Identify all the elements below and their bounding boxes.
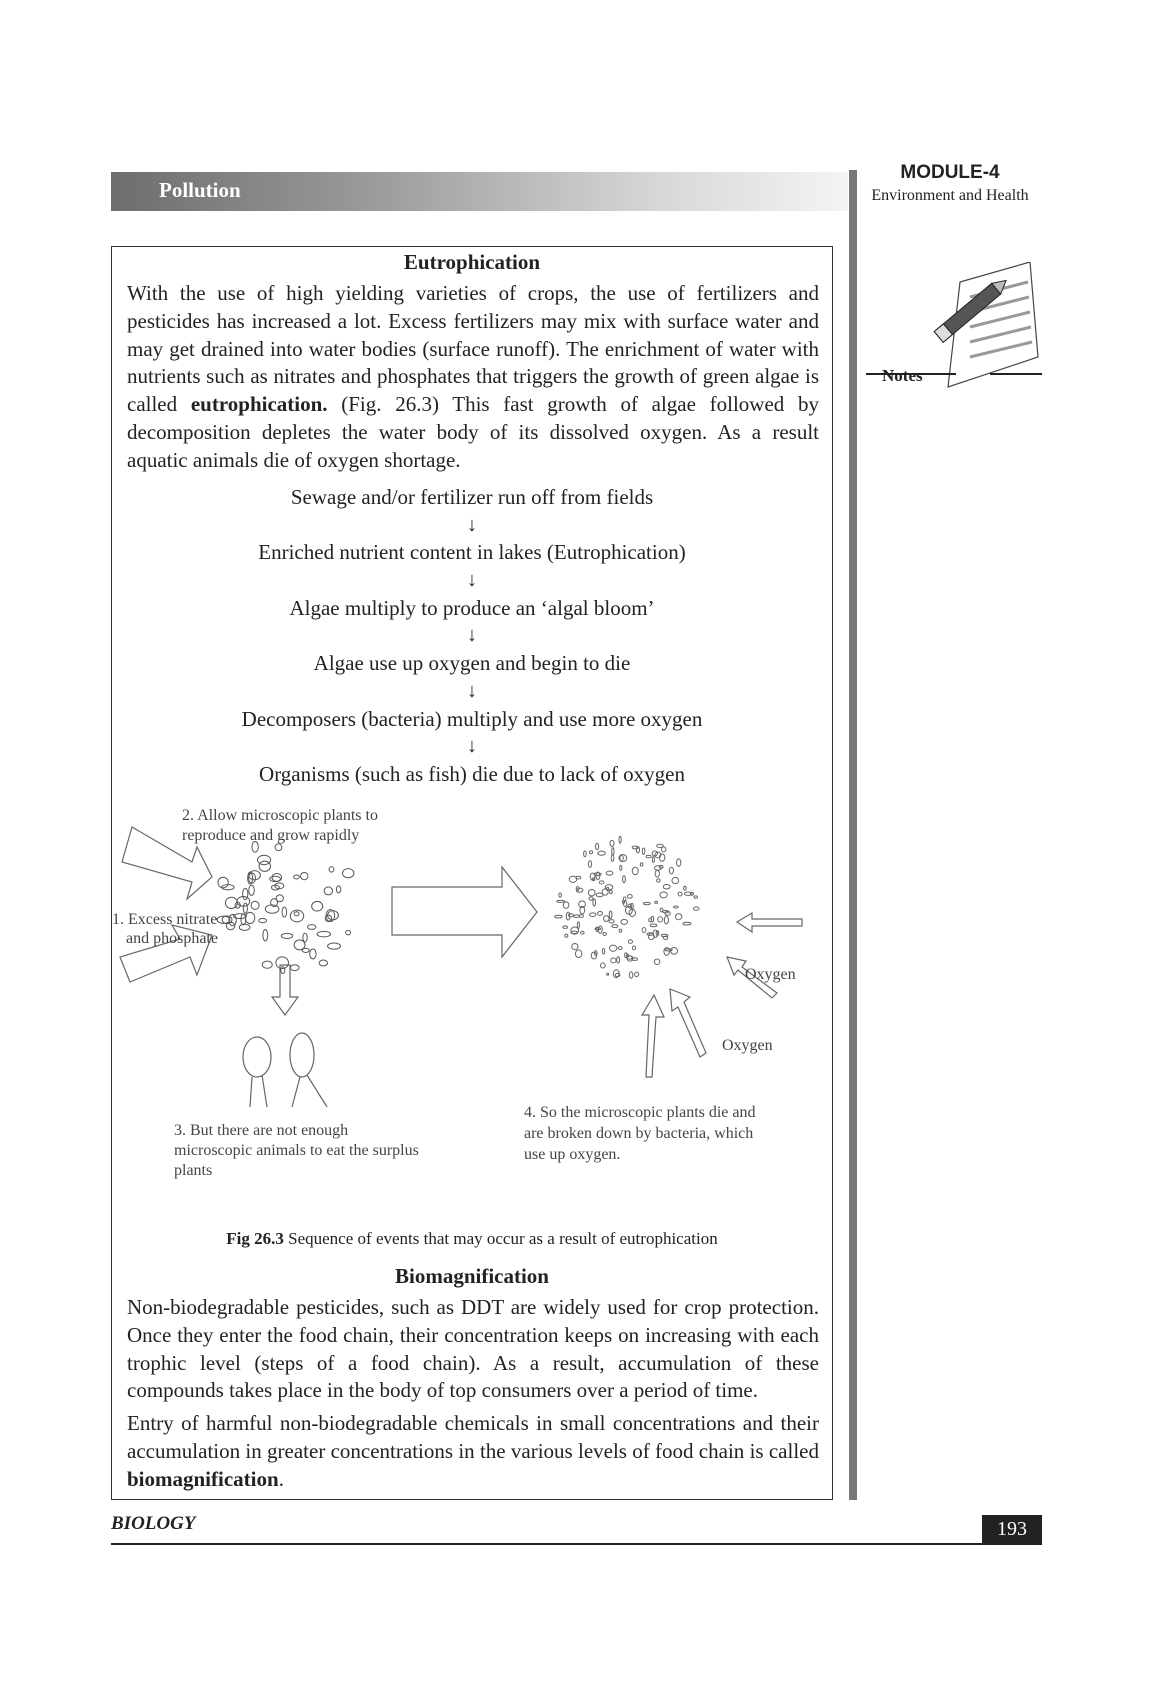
algae-cell [678,892,682,896]
algae-cell [251,901,259,909]
algae-cell [281,933,292,938]
algae-cell [669,867,673,873]
algae-cell [651,916,654,922]
algae-cell [576,888,583,892]
flow-step: Decomposers (bacteria) multiply and use more oxygen [241,706,703,731]
algae-cell [627,895,632,899]
algae-cell [239,924,250,930]
algae-cell [572,943,578,949]
algae-cell [290,965,299,971]
algae-cell [635,972,639,976]
eutrophication-paragraph [127,280,819,475]
flow-step: Algae use up oxygen and begin to die [313,651,631,676]
algae-cell [660,908,663,912]
notes-label: Notes [882,366,923,385]
algae-cell [571,931,578,934]
algae-cell [241,914,246,925]
algae-cell [602,948,604,954]
algae-cell [655,870,659,877]
algae-cell [623,876,626,883]
oxygen-label: Oxygen [745,966,796,983]
flow-step: Algae multiply to produce an ‘algal bloom’ [289,595,655,620]
algae-cell [672,877,679,883]
algae-cell [642,928,646,933]
algae-cell [609,920,614,923]
term: biomagnification [127,1466,279,1491]
algae-cell [259,861,271,871]
algae-cell [312,901,323,911]
term: eutrophication. [190,392,328,417]
algae-cell [259,918,267,922]
algae-cell [324,887,332,895]
module-label: MODULE-4 [900,162,1000,183]
algae-cell [609,945,616,951]
biomagnification-paragraph-2 [127,1410,819,1493]
algae-cell [632,846,638,849]
down-arrow-icon: ↓ [467,513,477,536]
oxygen-arrow-icon [670,989,706,1057]
algae-cell [650,924,657,927]
algae-cell [317,931,331,937]
figure-caption [112,1229,832,1249]
down-arrow-icon: ↓ [467,735,477,758]
algae-cell [342,869,353,878]
biomagnification-paragraph-1: Non-biodegradable pesticides, such as DDT are widely used for crop protection. Once they enter the food chain, their concentration keeps on increasing with each trophic level (steps of a food chain). As a result, accumulation of these compounds takes place in the body of top consumers over a period of time. [127,1295,819,1403]
algae-cell [557,900,565,902]
algae-cell [302,948,309,952]
oxygen-arrow-icon [737,913,802,932]
algae-cell [303,933,307,942]
algae-cell [599,881,604,884]
algae-cell [346,930,351,935]
algae-cell [642,848,645,854]
algae-cell [694,896,698,898]
notes-rule-right [990,373,1042,375]
down-arrow-icon [272,965,298,1015]
algae-cell [673,906,678,908]
algae-cell [589,913,596,917]
algae-cell [683,922,691,925]
algae-cell [619,836,621,843]
algae-cell [574,915,580,918]
algae-cell [619,929,622,932]
margin-divider [849,170,857,1500]
algae-cell [618,947,622,950]
eutrophication-figure [112,807,832,1217]
algae-cell [310,949,316,959]
algae-cell [588,861,591,868]
module-subtitle: Environment and Health [871,187,1029,204]
algae-cell [555,915,562,918]
algae-cell [263,930,268,941]
algae-cell [577,922,579,929]
algae-cell [647,933,653,936]
content-box [111,246,833,1500]
algae-cell [662,847,666,852]
algae-cell [624,901,627,907]
algae-cell [563,926,568,929]
algae-cell [262,961,272,968]
algae-cell [589,897,593,900]
algae-cell [596,843,599,850]
down-arrow-icon: ↓ [467,569,477,592]
algae-cell [243,903,247,913]
algae-cell [559,893,562,897]
algae-cell [575,950,582,958]
algae-cell [676,914,682,920]
algae-cell [598,911,603,915]
algae-cell [596,893,603,897]
algae-cell [610,840,614,846]
algae-cell [282,907,287,917]
algae-cell [657,879,660,882]
algae-cell [245,912,254,923]
algae-cell [623,897,626,901]
algae-cell [581,931,584,934]
algae-cell [632,946,635,950]
algae-cell [593,899,596,906]
algae-cell [664,916,668,924]
text: With the use of high yielding varieties of crops, the use of fertilizers and pesticides has increased a lot. Excess fertilizers may mix with surface water and may get drained into water bodies (surface runoff). The enrichment of water with nutrients such as nitrates and phosphates that triggers the growth of green algae is called [127,281,819,417]
algae-cell [654,959,659,965]
algae-cell [249,885,255,895]
algae-cell [584,851,587,857]
algae-cell [604,916,609,922]
algae-cell [632,867,638,875]
algae-cell [589,851,592,854]
figure-number: Fig 26.3 [226,1229,284,1248]
algae-cell [655,901,658,903]
algae-cell [620,855,623,861]
algae-cell [301,872,308,879]
algae-cell [660,892,667,898]
algae-cell [663,884,670,889]
algae-cell [607,887,609,890]
page-number: 193 [982,1515,1042,1543]
algae-cell [328,943,341,949]
algae-cell [294,875,300,879]
section-header-bar [111,172,848,211]
figure-label-4: 4. So the microscopic plants die and are broken down by bacteria, which use up oxygen. [524,1104,756,1163]
algae-cell [563,902,568,909]
microscopic-animals-icon [243,1033,327,1107]
algae-cell [610,890,613,894]
algae-cell [588,889,595,896]
algae-cell [329,867,334,872]
text: . [278,1466,284,1491]
algae-cell [603,932,606,935]
algae-cell [658,917,663,922]
right-arrow-icon [392,867,537,957]
eutrophication-heading: Eutrophication [403,250,541,274]
algae-cell [281,967,285,974]
figure-label-1: 1. Excess nitrate and phosphate [112,911,218,947]
algae-cell [621,919,628,924]
algae-cell [609,911,612,919]
algae-cell [218,877,228,888]
oxygen-label: Oxygen [722,1037,773,1054]
figure-label-3: 3. But there are not enough microscopic animals to eat the surplus plants [174,1122,419,1179]
algae-cell [640,863,643,866]
algae-cell [629,972,632,978]
algae-cell [684,886,687,890]
algae-cell [294,912,299,916]
algae-cell [600,963,605,968]
flow-step: Sewage and/or fertilizer run off from fields [290,485,654,509]
algae-cell [611,958,616,963]
algae-cell [606,871,613,875]
figure-label-2: 2. Allow microscopic plants to reproduce and grow rapidly [182,807,378,844]
algae-cell [568,914,573,917]
down-arrow-icon: ↓ [467,679,477,702]
footer-subject: BIOLOGY [111,1513,196,1534]
algae-cell [643,902,650,904]
algae-cell [693,907,699,910]
algae-cell [628,940,632,944]
algae-cell [612,925,618,928]
biomagnification-heading: Biomagnification [394,1264,549,1288]
algae-cell [620,865,622,870]
algae-cell [661,934,668,936]
algae-cell [275,844,282,851]
algae-cell [612,848,614,855]
algae-cell [569,876,576,882]
algae-cell [611,854,614,861]
algal-bloom-cluster [217,841,354,973]
footer-rule [111,1543,1042,1545]
flow-step: Enriched nutrient content in lakes (Eutrophication) [258,540,686,565]
algae-cell [646,855,651,857]
algae-cell [598,851,605,855]
down-arrow-icon: ↓ [467,624,477,647]
algae-cell [652,857,654,863]
algae-cell [565,934,568,937]
caption-text: Sequence of events that may occur as a result of eutrophication [283,1229,718,1248]
text: (Fig. 26.3) This fast growth of algae followed by decomposition depletes the water body of its dissolved oxygen. As a result aquatic animals die of oxygen shortage. [127,392,819,472]
flow-step: Organisms (such as fish) die due to lack of oxygen [259,761,685,786]
algae-cell [307,925,316,930]
eutrophication-flow [112,484,832,789]
text: Entry of harmful non-biodegradable chemicals in small concentrations and their accumulation in greater concentrations in the various levels of food chain is called [127,1411,819,1463]
algae-cell [336,886,340,893]
decomposing-algae-cluster [555,836,699,978]
algae-cell [607,973,609,975]
section-title: Pollution [159,178,241,202]
oxygen-arrow-icon [642,995,664,1077]
algae-cell [677,859,681,867]
algae-cell [617,957,620,963]
algae-cell [319,960,327,966]
